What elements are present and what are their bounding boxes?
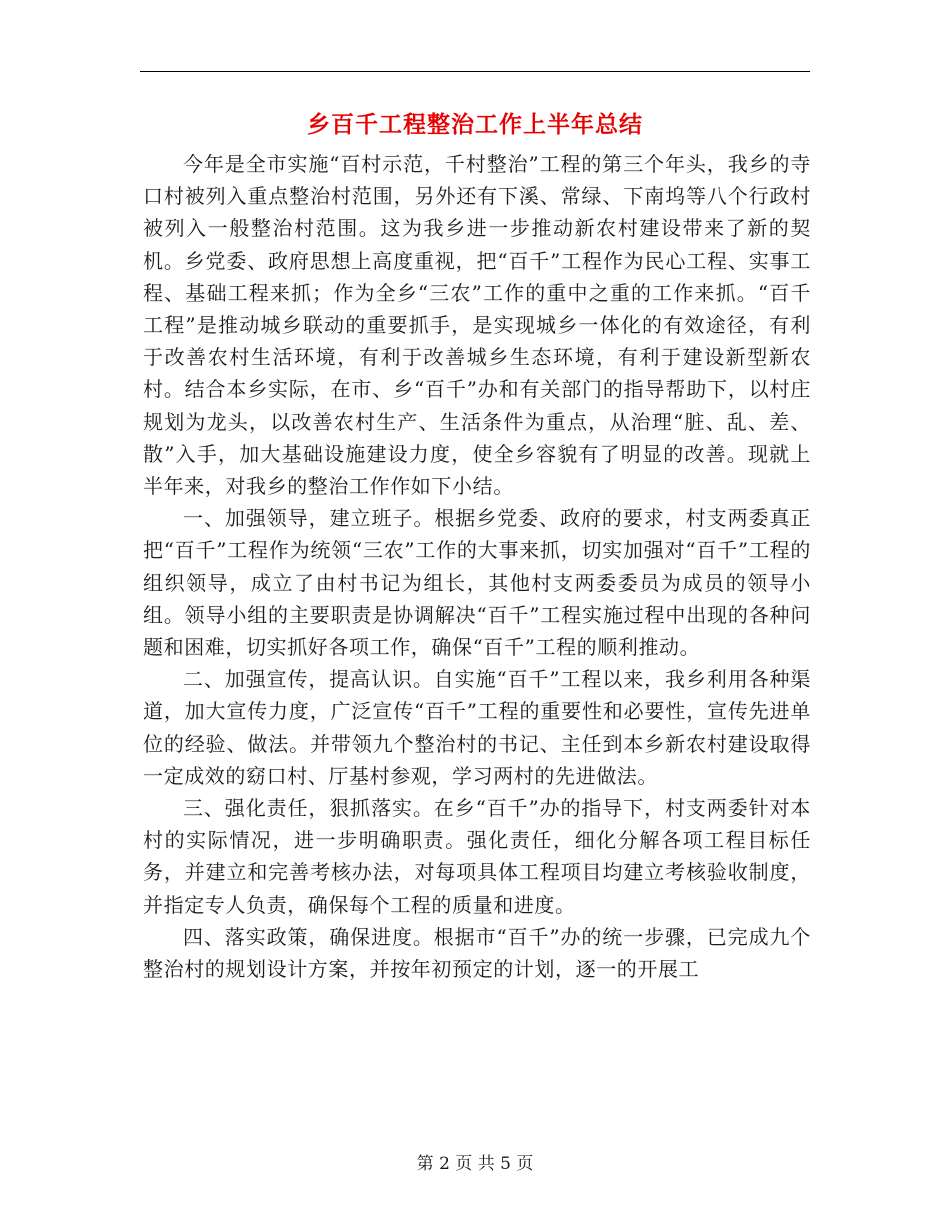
paragraph-leadership: 一、加强领导，建立班子。根据乡党委、政府的要求，村支两委真正把“百千”工程作为统领“三农”工作的大事来抓，切实加强对“百千”工程的组织领导，成立了由村书记为组长，其他村支两委委员为成员的领导小组。领导小组的主要职责是协调解决“百千”工程实施过程中出现的各种问题和困难，切实抓好各项工作，确保“百千”工程的顺利推动。 <box>143 506 811 660</box>
header-rule <box>140 71 810 72</box>
paragraph-publicity: 二、加强宣传，提高认识。自实施“百千”工程以来，我乡利用各种渠道，加大宣传力度，广泛宣传“百千”工程的重要性和必要性，宣传先进单位的经验、做法。并带领九个整治村的书记、主任到本乡新农村建设取得一定成效的窈口村、厅基村参观，学习两村的先进做法。 <box>143 667 811 788</box>
document-body <box>143 148 811 985</box>
page-number: 第 2 页 共 5 页 <box>416 1154 534 1174</box>
document-title: 乡百千工程整治工作上半年总结 <box>307 111 643 138</box>
paragraph-intro: 今年是全市实施“百村示范，千村整治”工程的第三个年头，我乡的寺口村被列入重点整治村范围，另外还有下溪、常绿、下南坞等八个行政村被列入一般整治村范围。这为我乡进一步推动新农村建设带来了新的契机。乡党委、政府思想上高度重视，把“百千”工程作为民心工程、实事工程、基础工程来抓；作为全乡“三农”工作的重中之重的工作来抓。“百千工程”是推动城乡联动的重要抓手，是实现城乡一体化的有效途径，有利于改善农村生活环境，有利于改善城乡生态环境，有利于建设新型新农村。结合本乡实际，在市、乡“百千”办和有关部门的指导帮助下，以村庄规划为龙头，以改善农村生产、生活条件为重点，从治理“脏、乱、差、散”入手，加大基础设施建设力度，使全乡容貌有了明显的改善。现就上半年来，对我乡的整治工作作如下小结。 <box>143 152 811 499</box>
paragraph-responsibility: 三、强化责任，狠抓落实。在乡“百千”办的指导下，村支两委针对本村的实际情况，进一步明确职责。强化责任，细化分解各项工程目标任务，并建立和完善考核办法，对每项具体工程项目均建立考核验收制度，并指定专人负责，确保每个工程的质量和进度。 <box>143 796 811 917</box>
paragraph-policy: 四、落实政策，确保进度。根据市“百千”办的统一步骤，已完成九个整治村的规划设计方案，并按年初预定的计划，逐一的开展工 <box>143 924 811 982</box>
